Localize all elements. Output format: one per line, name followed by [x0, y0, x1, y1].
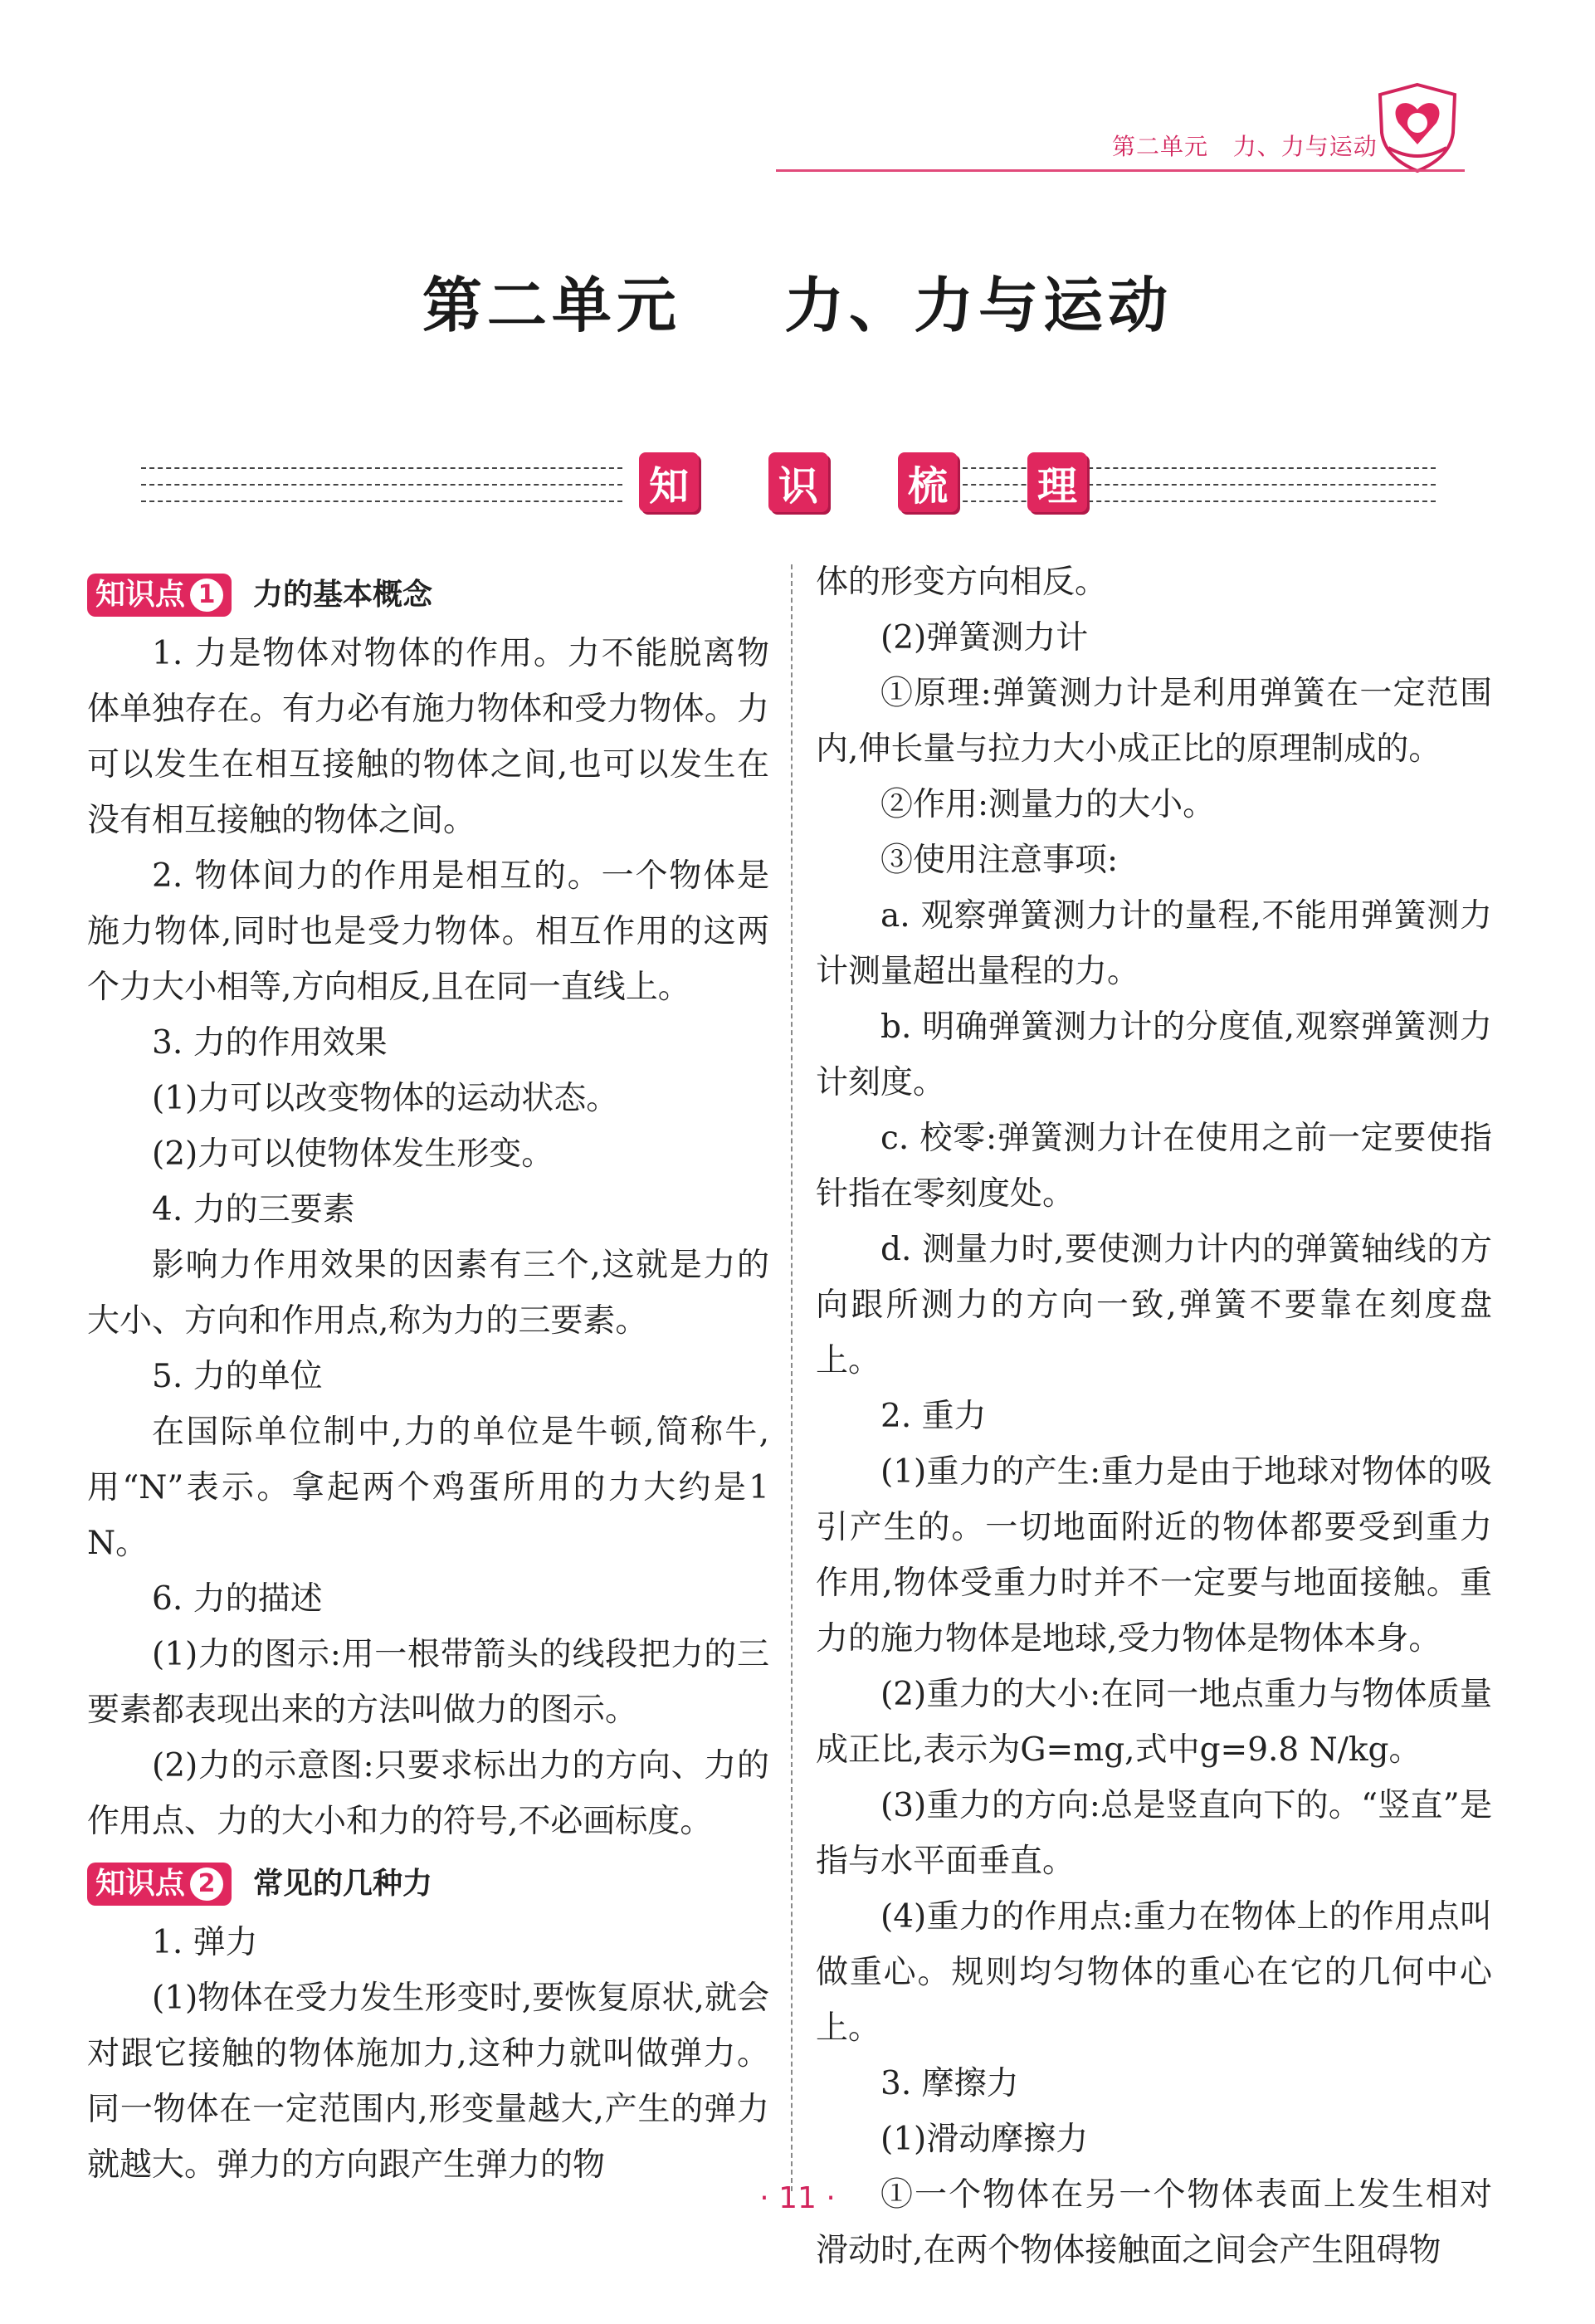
knowledge-point-badge	[87, 574, 232, 617]
knowledge-point-2-heading	[87, 1856, 769, 1911]
column-divider	[791, 564, 793, 2191]
right-column	[816, 554, 1492, 2278]
paragraph: 2. 物体间力的作用是相互的。一个物体是施力物体,同时也是受力物体。相互作用的这两个力大小相等,方向相反,且在同一直线上。	[87, 857, 769, 1006]
section-banner	[141, 452, 1436, 519]
paragraph: (1)力可以改变物体的运动状态。	[152, 1080, 619, 1117]
left-column	[87, 560, 769, 2193]
paragraph: (4)重力的作用点:重力在物体上的作用点叫做重心。规则均匀物体的重心在它的几何中心上。	[816, 1898, 1492, 2047]
running-header	[1112, 129, 1378, 162]
paragraph: (3)重力的方向:总是竖直向下的。“竖直”是指与水平面垂直。	[816, 1787, 1492, 1880]
kp-label: 知识点	[95, 578, 186, 612]
paragraph: (2)重力的大小:在同一地点重力与物体质量成正比,表示为G=mg,式中g=9.8 N/kg。	[816, 1676, 1492, 1769]
paragraph: d. 测量力时,要使测力计内的弹簧轴线的方向跟所测力的方向一致,弹簧不要靠在刻度盘上。	[816, 1231, 1492, 1379]
paragraph: 体的形变方向相反。	[816, 564, 1108, 601]
school-badge-icon	[1373, 81, 1461, 174]
subheading: 3. 摩擦力	[880, 2065, 1019, 2102]
paragraph: ①一个物体在另一个物体表面上发生相对滑动时,在两个物体接触面之间会产生阻碍物	[816, 2176, 1492, 2269]
paragraph: c. 校零:弹簧测力计在使用之前一定要使指针指在零刻度处。	[816, 1120, 1492, 1213]
subheading: 3. 力的作用效果	[152, 1024, 388, 1062]
paragraph: (1)重力的产生:重力是由于地球对物体的吸引产生的。一切地面附近的物体都要受到重力作用,物体受重力时并不一定要与地面接触。重力的施力物体是地球,受力物体是物体本身。	[816, 1453, 1492, 1658]
title-unit: 第二单元	[422, 271, 681, 340]
paragraph: 在国际单位制中,力的单位是牛顿,简称牛,用“N”表示。拿起两个鸡蛋所用的力大约是1 N。	[87, 1413, 769, 1562]
header-topic: 力、力与运动	[1232, 133, 1378, 160]
knowledge-point-badge	[87, 1863, 232, 1906]
paragraph: 1. 力是物体对物体的作用。力不能脱离物体单独存在。有力必有施力物体和受力物体。力可以发生在相互接触的物体之间,也可以发生在没有相互接触的物体之间。	[87, 635, 769, 839]
paragraph: (1)力的图示:用一根带箭头的线段把力的三要素都表现出来的方法叫做力的图示。	[87, 1636, 769, 1729]
paragraph: ③使用注意事项:	[880, 842, 1119, 879]
kp-title: 力的基本概念	[253, 578, 433, 612]
header-unit: 第二单元	[1112, 133, 1209, 160]
subheading: 1. 弹力	[152, 1924, 258, 1961]
paragraph: ②作用:测量力的大小。	[880, 786, 1216, 823]
subheading: (2)弹簧测力计	[880, 619, 1089, 657]
paragraph: a. 观察弹簧测力计的量程,不能用弹簧测力计测量超出量程的力。	[816, 897, 1492, 990]
banner-char: 知	[639, 452, 699, 512]
kp-number: 1	[190, 579, 223, 612]
banner-char: 识	[768, 452, 828, 512]
page-number: · 11 ·	[759, 2181, 836, 2215]
title-topic: 力、力与运动	[784, 271, 1173, 340]
paragraph: 影响力作用效果的因素有三个,这就是力的大小、方向和作用点,称为力的三要素。	[87, 1247, 769, 1340]
paragraph: (1)滑动摩擦力	[880, 2121, 1089, 2158]
paragraph: b. 明确弹簧测力计的分度值,观察弹簧测力计刻度。	[816, 1008, 1492, 1101]
knowledge-point-1-heading	[87, 567, 769, 622]
paragraph: (2)力可以使物体发生形变。	[152, 1135, 554, 1173]
paragraph: ①原理:弹簧测力计是利用弹簧在一定范围内,伸长量与拉力大小成正比的原理制成的。	[816, 675, 1492, 768]
banner-dash-left-2	[141, 484, 622, 486]
subheading: 4. 力的三要素	[152, 1191, 355, 1228]
banner-char: 梳	[898, 452, 958, 512]
page-title	[0, 257, 1595, 344]
subheading: 5. 力的单位	[152, 1358, 323, 1395]
paragraph: (2)力的示意图:只要求标出力的方向、力的作用点、力的大小和力的符号,不必画标度。	[87, 1747, 769, 1840]
header-rule	[776, 169, 1465, 172]
kp-label: 知识点	[95, 1867, 186, 1901]
subheading: 2. 重力	[880, 1398, 987, 1435]
banner-char: 理	[1027, 452, 1087, 512]
paragraph: (1)物体在受力发生形变时,要恢复原状,就会对跟它接触的物体施加力,这种力就叫做弹力。同一物体在一定范围内,形变量越大,产生的弹力就越大。弹力的方向跟产生弹力的物	[87, 1980, 769, 2184]
kp-number: 2	[190, 1868, 223, 1901]
kp-title: 常见的几种力	[253, 1867, 433, 1901]
banner-dash-left-3	[141, 500, 622, 502]
banner-dash-left-1	[141, 467, 622, 469]
subheading: 6. 力的描述	[152, 1580, 323, 1618]
